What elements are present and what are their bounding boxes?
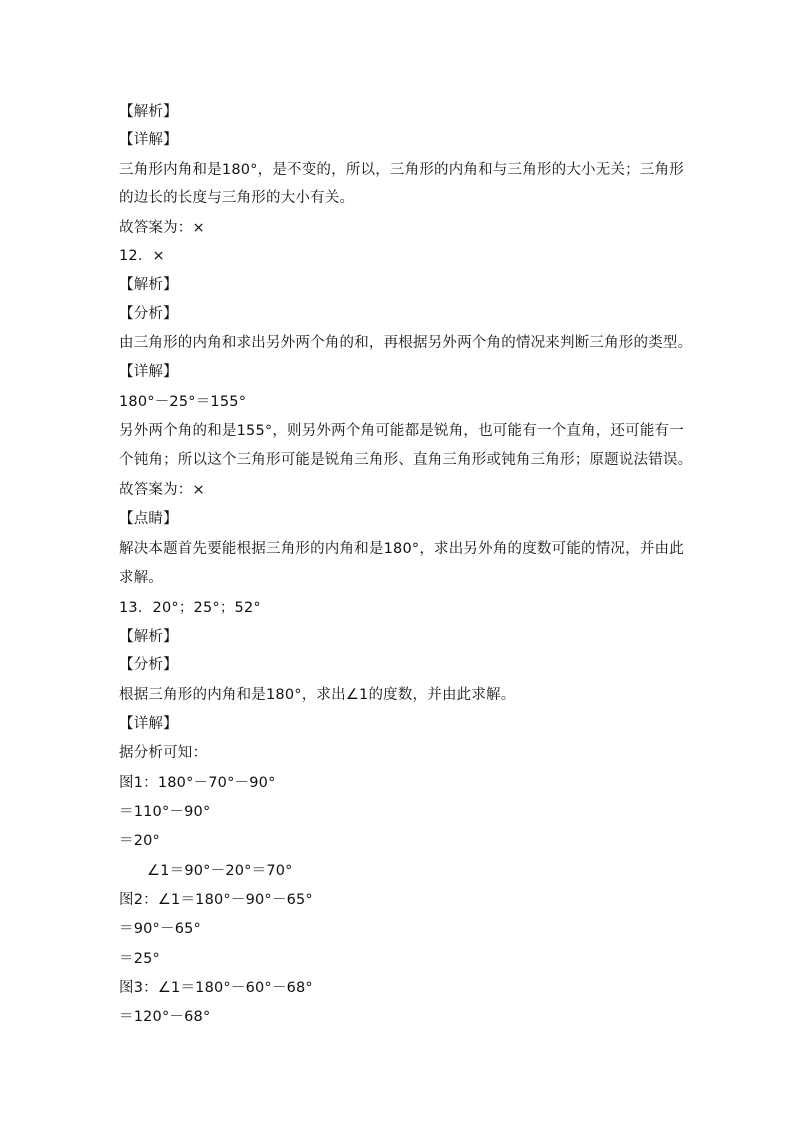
- body-text: 据分析可知：: [119, 745, 208, 761]
- formula-line: 图3：∠1＝180°－60°－68°: [119, 980, 313, 996]
- body-text: 求解。: [119, 570, 164, 586]
- formula-line: 图1：180°－70°－90°: [119, 775, 276, 791]
- answer-line: 故答案为：×: [119, 220, 205, 236]
- question-number: 12．×: [119, 248, 165, 264]
- formula-line: ＝110°－90°: [119, 804, 211, 820]
- formula-line: ＝20°: [119, 833, 161, 849]
- heading-xiangjie: 【详解】: [119, 716, 178, 732]
- formula-line: ∠1＝90°－20°＝70°: [147, 863, 293, 879]
- question-number: 13．20°；25°；52°: [119, 600, 261, 616]
- heading-xiangjie: 【详解】: [119, 364, 178, 380]
- heading-jiexi: 【解析】: [119, 277, 178, 293]
- body-text: 的边长的长度与三角形的大小有关。: [119, 190, 355, 206]
- body-text: 由三角形的内角和求出另外两个角的和，再根据另外两个角的情况来判断三角形的类型。: [119, 335, 693, 351]
- body-text: 解决本题首先要能根据三角形的内角和是180°，求出另外角的度数可能的情况，并由此: [119, 541, 684, 557]
- heading-jiexi: 【解析】: [119, 104, 178, 120]
- heading-xiangjie: 【详解】: [119, 132, 178, 148]
- formula-line: ＝120°－68°: [119, 1009, 211, 1025]
- body-text: 个钝角；所以这个三角形可能是锐角三角形、直角三角形或钝角三角形；原题说法错误。: [119, 452, 693, 468]
- body-text: 三角形内角和是180°，是不变的，所以，三角形的内角和与三角形的大小无关；三角形: [119, 162, 684, 178]
- formula-line: ＝25°: [119, 951, 161, 967]
- heading-jiexi: 【解析】: [119, 629, 178, 645]
- heading-fenxi: 【分析】: [119, 306, 178, 322]
- heading-dianjing: 【点睛】: [119, 511, 178, 527]
- body-text: 另外两个角的和是155°，则另外两个角可能都是锐角，也可能有一个直角，还可能有一: [119, 423, 684, 439]
- heading-fenxi: 【分析】: [119, 657, 178, 673]
- formula-line: ＝90°－65°: [119, 921, 202, 937]
- formula-line: 图2：∠1＝180°－90°－65°: [119, 892, 313, 908]
- answer-line: 故答案为：×: [119, 482, 205, 498]
- formula-line: 180°－25°＝155°: [119, 394, 247, 410]
- body-text: 根据三角形的内角和是180°，求出∠1的度数，并由此求解。: [119, 687, 516, 703]
